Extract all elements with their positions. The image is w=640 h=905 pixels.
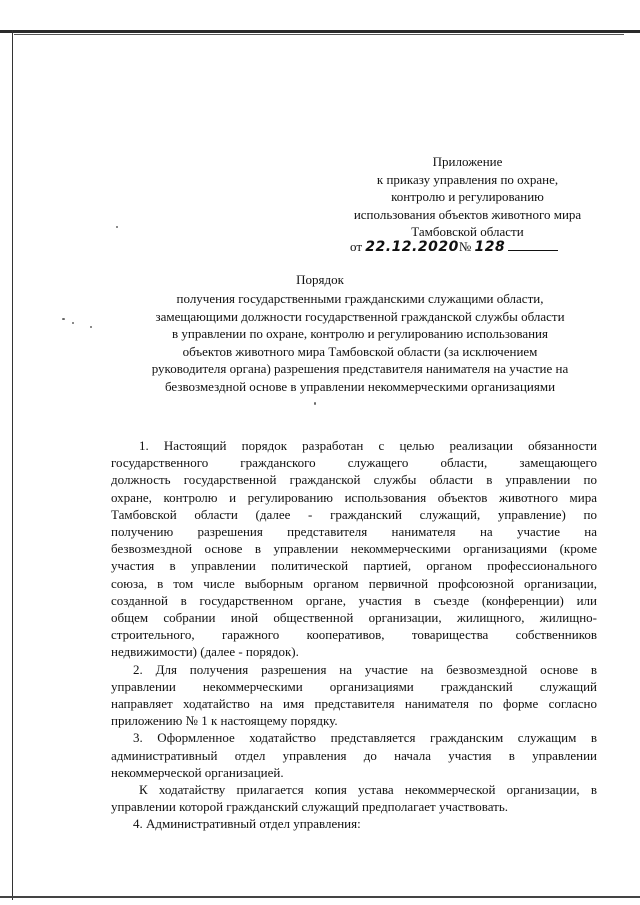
body-line: управлении которой гражданский служащий предполагает участвовать. [111,799,509,815]
subtitle-line: получения государственными гражданскими служащими области, [176,291,544,306]
subtitle-line: безвозмездной основе в управлении некоммерческими организациями [164,378,556,394]
body-line: 3. Оформленное ходатайство представляется гражданским служащим в [133,730,597,746]
body-line: К ходатайству прилагается копия устава некоммерческой организации, в [139,782,597,798]
body-line: направляет ходатайство на имя представителя нанимателя по форме согласно [111,696,597,712]
body-line: Тамбовской области (далее - гражданский служащий, управление) по [111,506,597,522]
body-line: общем собрании иной общественной организации, жилищного, жилищно- [111,610,597,626]
appendix-line: к приказу управления по охране, [376,171,559,187]
number-prefix: № [458,239,472,254]
scan-speck [116,226,118,228]
body-line: должность государственной гражданской службы области в управлении по [111,472,597,488]
subtitle-line: объектов животного мира Тамбовской области (за исключением [182,343,538,359]
body-line: безвозмездной основе в управлении некоммерческими организациями (кроме [111,541,597,557]
subtitle-line: в управлении по охране, контролю и регулированию использования [172,326,548,341]
scan-edge-top-inner [14,34,624,35]
body-line: охране, контролю и регулированию использования объектов животного мира [111,489,597,505]
body-line: недвижимости) (далее - порядок). [111,644,299,660]
subtitle-line: замещающими должности государственной гражданской службы области [155,308,565,324]
body-line: 2. Для получения разрешения на участие на безвозмездной основе в [133,661,597,677]
body-line: участия в управлении политической партией, органом профессионального [111,558,597,574]
body-line: строительного, гаражного кооперативов, товарищества собственников [111,627,597,643]
document-subtitle [110,290,610,395]
body-line: государственного гражданского служащего области, замещающего [111,455,597,471]
scan-edge-bottom [0,896,640,898]
body-line: 1. Настоящий порядок разработан с целью реализации обязанности [139,438,597,453]
scan-speck [90,326,92,328]
number-underline [508,238,558,251]
appendix-line: Приложение [432,154,503,169]
body-line: некоммерческой организацией. [111,764,284,780]
body-line: административный отдел управления до начала участия в управлении [111,747,597,763]
document-body [111,437,597,833]
scan-edge-top [0,30,640,33]
body-line: 4. Административный отдел управления: [133,816,361,832]
body-line: созданной в государственном органе, участия в съезде (конференции) или [111,592,597,608]
order-date: 22.12.2020 [365,239,459,255]
document-title: Порядок [296,272,344,287]
scan-speck [62,318,65,320]
body-line: приложению № 1 к настоящему порядку. [111,713,338,729]
order-number: 128 [474,239,506,255]
appendix-line: контролю и регулированию [391,189,544,204]
date-prefix: от [350,239,363,254]
body-line: союза, в том числе выборным органом первичной профсоюзной организации, [111,575,597,591]
appendix-line: Тамбовской области [411,224,524,239]
body-line: управлении некоммерческими организациями гражданский служащий [111,678,597,694]
subtitle-line: руководителя органа) разрешения представителя нанимателя на участие на [151,361,569,376]
scan-speck [72,322,74,324]
scan-edge-left [12,30,13,900]
appendix-line: использования объектов животного мира [353,206,582,222]
appendix-block [330,153,605,241]
order-reference [350,238,558,255]
scan-speck [314,402,316,405]
body-line: получению разрешения представителя нанимателя на участие на [111,524,597,540]
